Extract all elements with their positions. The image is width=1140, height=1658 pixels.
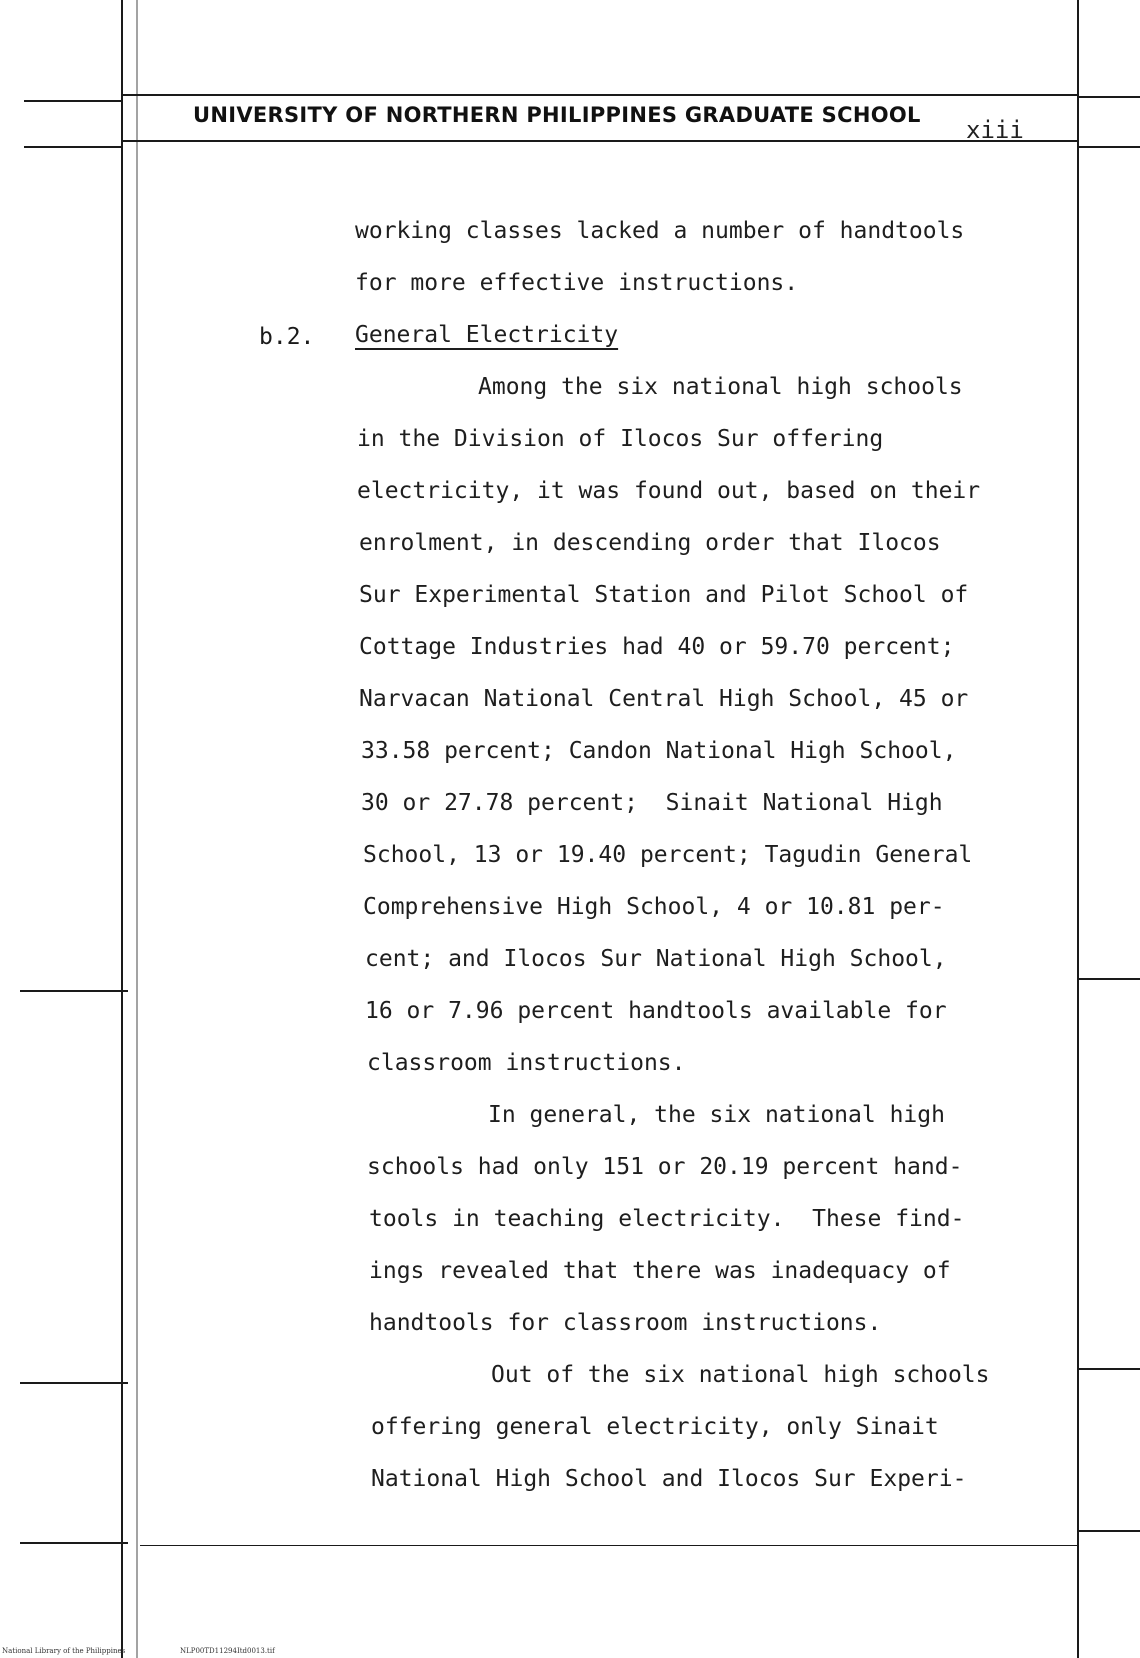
- body-line: Out of the six national high schools: [491, 1362, 990, 1388]
- header-bottom-rule: [123, 140, 1078, 142]
- body-line: enrolment, in descending order that Ilocos: [359, 530, 941, 556]
- body-line: 33.58 percent; Candon National High School,: [361, 738, 957, 764]
- body-line: Comprehensive High School, 4 or 10.81 per-: [363, 894, 945, 920]
- margin-tick: [20, 1542, 128, 1544]
- body-line: Narvacan National Central High School, 45 or: [359, 686, 969, 712]
- margin-tick: [1079, 1530, 1140, 1532]
- margin-tick: [1079, 978, 1140, 980]
- body-line: Among the six national high schools: [478, 374, 963, 400]
- body-line: for more effective instructions.: [355, 270, 799, 296]
- margin-tick: [1079, 146, 1140, 148]
- body-line: Sur Experimental Station and Pilot School of: [359, 582, 969, 608]
- margin-tick: [20, 1382, 128, 1384]
- body-line: schools had only 151 or 20.19 percent hand-: [367, 1154, 963, 1180]
- left-margin-rule: [121, 0, 123, 1658]
- body-line: Cottage Industries had 40 or 59.70 percent;: [359, 634, 955, 660]
- body-line: cent; and Ilocos Sur National High School,: [365, 946, 947, 972]
- body-line: electricity, it was found out, based on their: [357, 478, 981, 504]
- body-line: classroom instructions.: [367, 1050, 686, 1076]
- footer-library: National Library of the Philippines: [2, 1647, 126, 1655]
- margin-tick: [24, 100, 122, 102]
- margin-tick: [24, 146, 122, 148]
- footer-file-id: NLP00TD11294Itd0013.tif: [180, 1647, 275, 1655]
- right-margin-rule: [1077, 0, 1079, 1658]
- body-line: ings revealed that there was inadequacy of: [369, 1258, 951, 1284]
- left-outer-rule: [136, 0, 138, 1658]
- body-line: handtools for classroom instructions.: [369, 1310, 882, 1336]
- body-line: 30 or 27.78 percent; Sinait National High: [361, 790, 943, 816]
- header-title: UNIVERSITY OF NORTHERN PHILIPPINES GRADUATE SCHOOL: [193, 103, 921, 127]
- section-label: b.2.: [259, 324, 315, 350]
- margin-tick: [1079, 96, 1140, 98]
- page-number: xiii: [966, 116, 1024, 144]
- body-line: working classes lacked a number of handtools: [355, 218, 965, 244]
- margin-tick: [20, 990, 128, 992]
- body-line: School, 13 or 19.40 percent; Tagudin General: [363, 842, 973, 868]
- margin-tick: [1079, 1368, 1140, 1370]
- header-top-rule: [123, 94, 1078, 96]
- body-line: in the Division of Ilocos Sur offering: [357, 426, 884, 452]
- body-line: tools in teaching electricity. These find-: [369, 1206, 965, 1232]
- body-line: National High School and Ilocos Sur Experi-: [371, 1466, 967, 1492]
- body-line: 16 or 7.96 percent handtools available for: [365, 998, 947, 1024]
- body-line: In general, the six national high: [488, 1102, 945, 1128]
- section-heading: General Electricity: [355, 322, 619, 348]
- body-line: offering general electricity, only Sinait: [371, 1414, 939, 1440]
- footer-rule: [140, 1545, 1077, 1546]
